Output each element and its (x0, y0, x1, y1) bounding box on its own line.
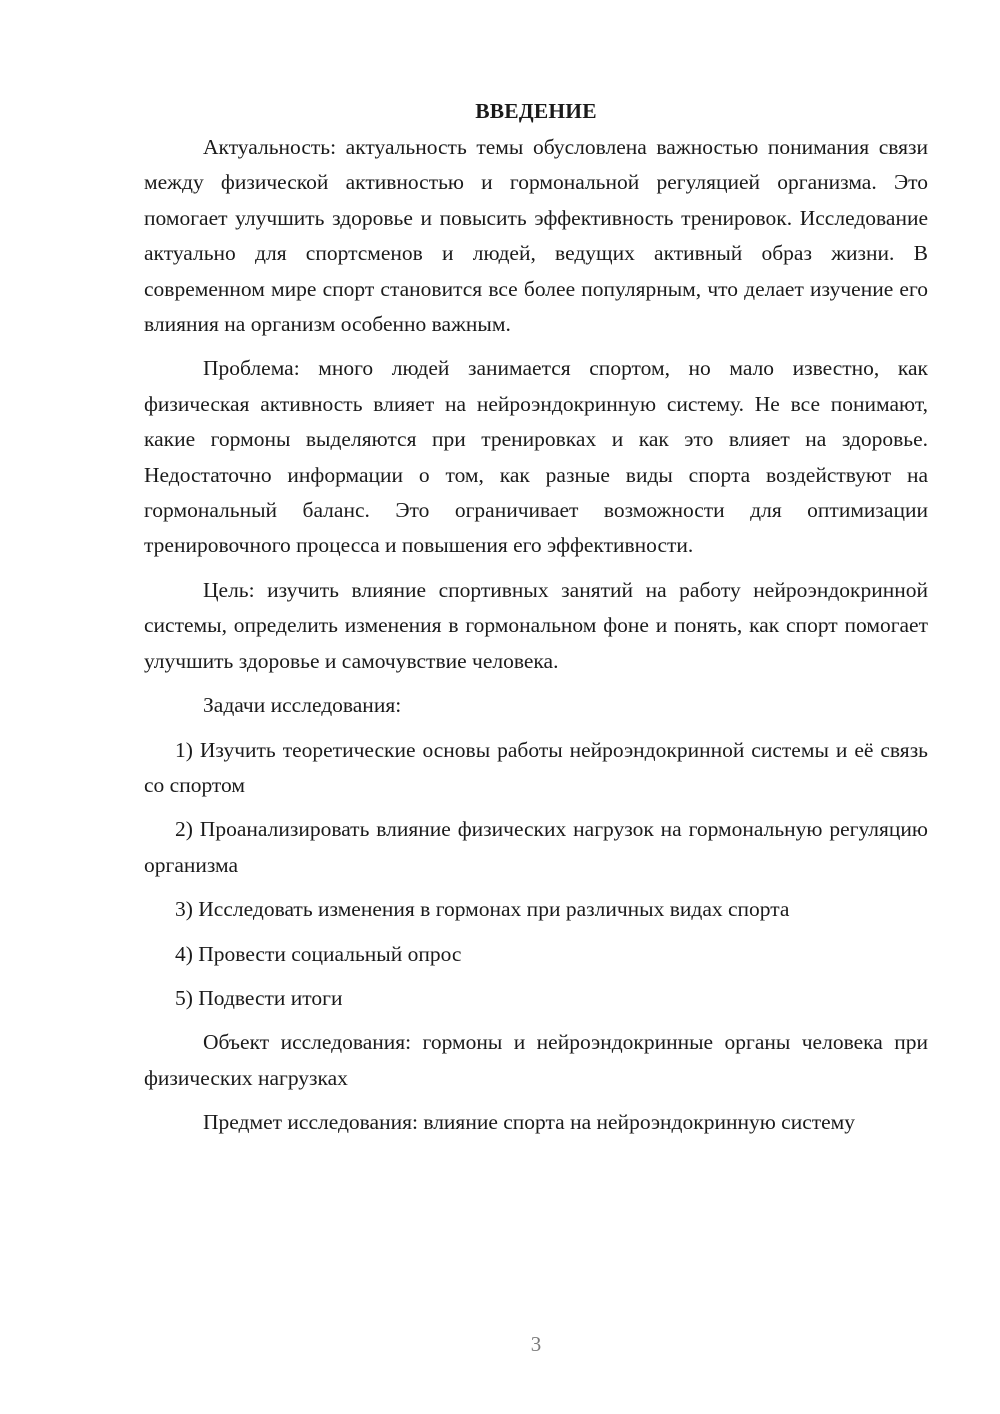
tasks-heading: Задачи исследования: (203, 693, 402, 718)
paragraph-subject: Предмет исследования: влияние спорта на нейроэндокринную систему (203, 1110, 856, 1135)
page-number: 3 (530, 1332, 542, 1356)
paragraph-problem: Проблема: много людей занимается спортом, но мало известно, как физическая активность влияет на нейроэндокринную систему. Не все понимают, какие гормоны выделяются при тренировках и как это влияет на здоровье. Недостаточно информации о том, как разные виды спорта воздействуют на гормональный баланс. Это ограничивает возможности для оптимизации тренировочного процесса и повышения его эффективности. (144, 356, 928, 558)
task-item-1: 1) Изучить теоретические основы работы нейроэндокринной системы и её связь со спортом (144, 737, 928, 797)
paragraph-object: Объект исследования: гормоны и нейроэндокринные органы человека при физических нагрузках (144, 1030, 928, 1090)
task-item-2: 2) Проанализировать влияние физических нагрузок на гормональную регуляцию организма (144, 817, 928, 877)
task-item-4: 4) Провести социальный опрос (175, 941, 462, 966)
task-item-3: 3) Исследовать изменения в гормонах при различных видах спорта (175, 897, 790, 922)
section-title: ВВЕДЕНИЕ (475, 99, 597, 123)
paragraph-relevance: Актуальность: актуальность темы обусловлена важностью понимания связи между физической активностью и гормональной регуляцией организма. Это помогает улучшить здоровье и повысить эффективность тренировок. Исследование актуально для спортсменов и людей, ведущих активный образ жизни. В современном мире спорт становится все более популярным, что делает изучение его влияния на организм особенно важным. (144, 135, 928, 337)
task-item-5: 5) Подвести итоги (175, 985, 343, 1010)
paragraph-goal: Цель: изучить влияние спортивных занятий на работу нейроэндокринной системы, определить изменения в гормональном фоне и понять, как спорт помогает улучшить здоровье и самочувствие человека. (144, 577, 928, 673)
page-content (144, 96, 928, 1141)
